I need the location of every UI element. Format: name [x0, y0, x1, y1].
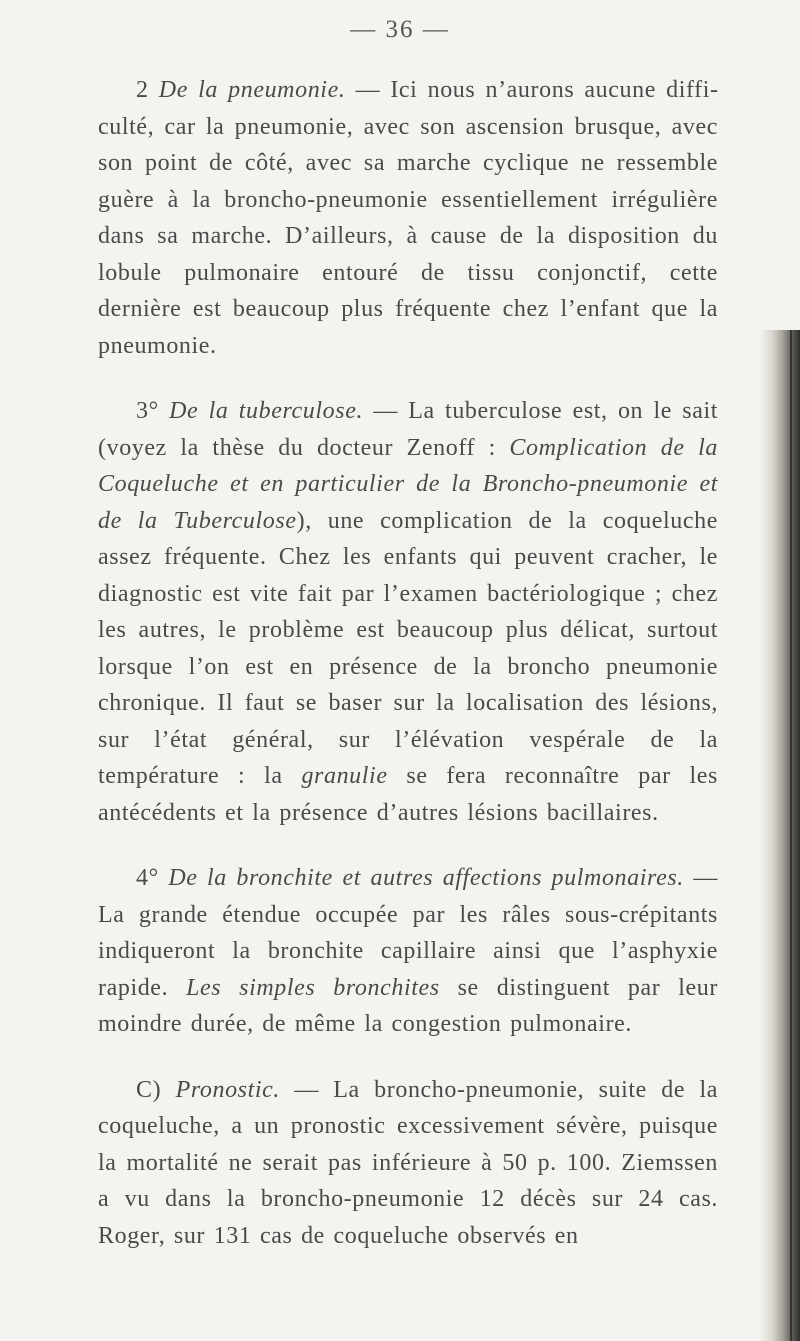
italic-run: Complication de la Coqueluche et en particulier de la Broncho-pneumonie et de la Tuberculose	[98, 434, 718, 534]
italic-run: granulie	[301, 763, 388, 789]
text-run: 4°	[136, 865, 169, 891]
text-run: se fera reconnaître par les antécédents et la présence d’autres lésions bacillaires.	[98, 763, 718, 826]
body-text	[98, 72, 718, 1254]
page-number: — 36 —	[350, 16, 450, 43]
italic-run: De la pneumonie.	[158, 77, 346, 103]
paragraph-pneumonie	[98, 72, 718, 364]
paragraph-bronchite	[98, 860, 718, 1043]
text-run: — Ici nous n’aurons aucune difficulté, car la pneumonie, avec son ascension brusque, avec son point de côté, avec sa marche cyclique ne ressemble guère à la broncho-pneumonie essentiellement irrégulière dans sa marche. D’ailleurs, à cause de la disposition du lobule pulmonaire entouré de tissu conjonctif, cette dernière est beaucoup plus fréquente chez l’enfant que la pneumonie.	[98, 77, 719, 359]
text-run: ), une complication de la coqueluche assez fréquente. Chez les enfants qui peuvent cracher, le diagnostic est vite fait par l’examen bactériologique ; chez les autres, le problème est beaucoup plus délicat, surtout lorsque l’on est en présence de la broncho pneumonie chronique. Il faut se baser sur la localisation des lésions, sur l’état général, sur l’élévation vespérale de la température : la	[98, 507, 718, 789]
page-edge-line	[790, 330, 792, 1341]
text-run: — La broncho-pneumonie, suite de la coqueluche, a un pronostic excessivement sévère, puisque la mortalité ne serait pas inférieure à 50 p. 100. Ziemssen a vu dans la broncho-pneumonie 12 décès sur 24 cas. Roger, sur 131 cas de coqueluche observés en	[98, 1076, 718, 1249]
paragraph-pronostic	[98, 1072, 718, 1255]
italic-run: Les simples bronchites	[186, 974, 440, 1001]
page-edge-shadow	[760, 330, 800, 1341]
paragraph-tuberculose	[98, 393, 718, 831]
text-run: se distinguent par leur moindre durée, de même la congestion pulmonaire.	[98, 974, 718, 1037]
italic-run: De la bronchite et autres affections pulmonaires.	[168, 865, 684, 891]
paragraph-gap	[98, 831, 718, 860]
paragraph-gap	[98, 1043, 718, 1072]
text-run: 2	[136, 77, 159, 103]
text-run: — La tuberculose est, on le sait (voyez la thèse du docteur Zenoff :	[98, 398, 718, 461]
italic-run: De la tuberculose.	[169, 398, 364, 424]
italic-run: Pronostic.	[175, 1076, 280, 1103]
text-run: C)	[136, 1076, 176, 1103]
text-run: 3°	[136, 398, 170, 424]
paragraph-gap	[98, 364, 718, 393]
text-run: — La grande étendue occupée par les râles sous-crépitants indiqueront la bronchite capillaire ainsi que l’asphyxie rapide.	[98, 865, 718, 1001]
